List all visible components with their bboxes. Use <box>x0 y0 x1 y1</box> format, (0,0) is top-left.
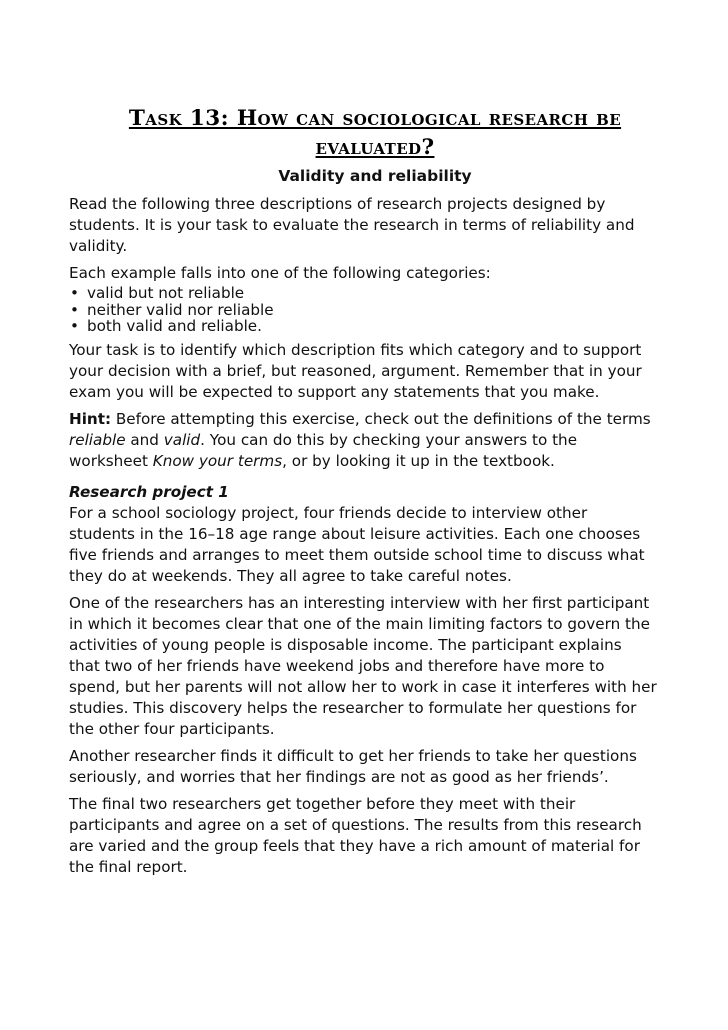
category-text: neither valid nor reliable <box>87 300 274 319</box>
document-body <box>69 194 657 884</box>
project-1-paragraph-4: The final two researchers get together before they meet with their participants and agree on a set of questions. The results from this research are varied and the group feels that they have a rich amount of material for the final report. <box>69 794 642 876</box>
term-reliable: reliable <box>69 430 126 449</box>
hint-label: Hint: <box>69 409 112 428</box>
list-item <box>69 285 657 302</box>
page-subtitle: Validity and reliability <box>278 167 472 185</box>
hint-text: Before attempting this exercise, check out the definitions of the terms <box>111 409 651 428</box>
paragraph-text: For a school sociology project, four friends decide to interview other students in the 16–18 age range about leisure activities. Each one chooses five friends and arranges to meet them outside school time to discuss what they do at weekends. They all agree to take careful notes. <box>69 503 645 585</box>
hint-text: . You can do this by checking your answers to the worksheet <box>69 430 578 470</box>
page-title: Task 13: How can sociological research be evaluated? <box>128 106 622 160</box>
category-text: valid but not reliable <box>87 284 245 302</box>
bullet-icon: • <box>70 284 79 302</box>
project-1-paragraph-1 <box>69 482 657 587</box>
bullet-icon: • <box>70 317 79 335</box>
project-1-paragraph-3: Another researcher finds it difficult to get her friends to take her questions seriously, and worries that her findings are not as good as her friends’. <box>69 746 637 786</box>
project-1-heading: Research project 1 <box>69 482 229 501</box>
list-item <box>69 302 657 319</box>
project-1-paragraph-2: One of the researchers has an interesting interview with her first participant in which it becomes clear that one of the main limiting factors to govern the activities of young people is disposable income. The participant explains that two of her friends have weekend jobs and therefore have more to spend, but her parents will not allow her to work in case it interferes with her studies. This discovery helps the researcher to formulate her questions for the other four participants. <box>69 593 657 738</box>
hint-text: , or by looking it up in the textbook. <box>282 451 555 470</box>
worksheet-title: Know your terms <box>152 451 283 470</box>
term-valid: valid <box>163 430 201 449</box>
categories-intro: Each example falls into one of the following categories: <box>69 264 491 282</box>
intro-paragraph: Read the following three descriptions of research projects designed by students. It is your task to evaluate the research in terms of reliability and validity. <box>69 195 635 255</box>
bullet-icon: • <box>70 300 79 319</box>
list-item <box>69 318 657 335</box>
hint-paragraph <box>69 409 657 472</box>
category-text: both valid and reliable. <box>87 317 262 335</box>
task-paragraph: Your task is to identify which description fits which category and to support your decision with a brief, but reasoned, argument. Remember that in your exam you will be expected to support any statements that you make. <box>69 340 642 401</box>
hint-text: and <box>125 430 164 449</box>
categories-list <box>69 285 657 335</box>
